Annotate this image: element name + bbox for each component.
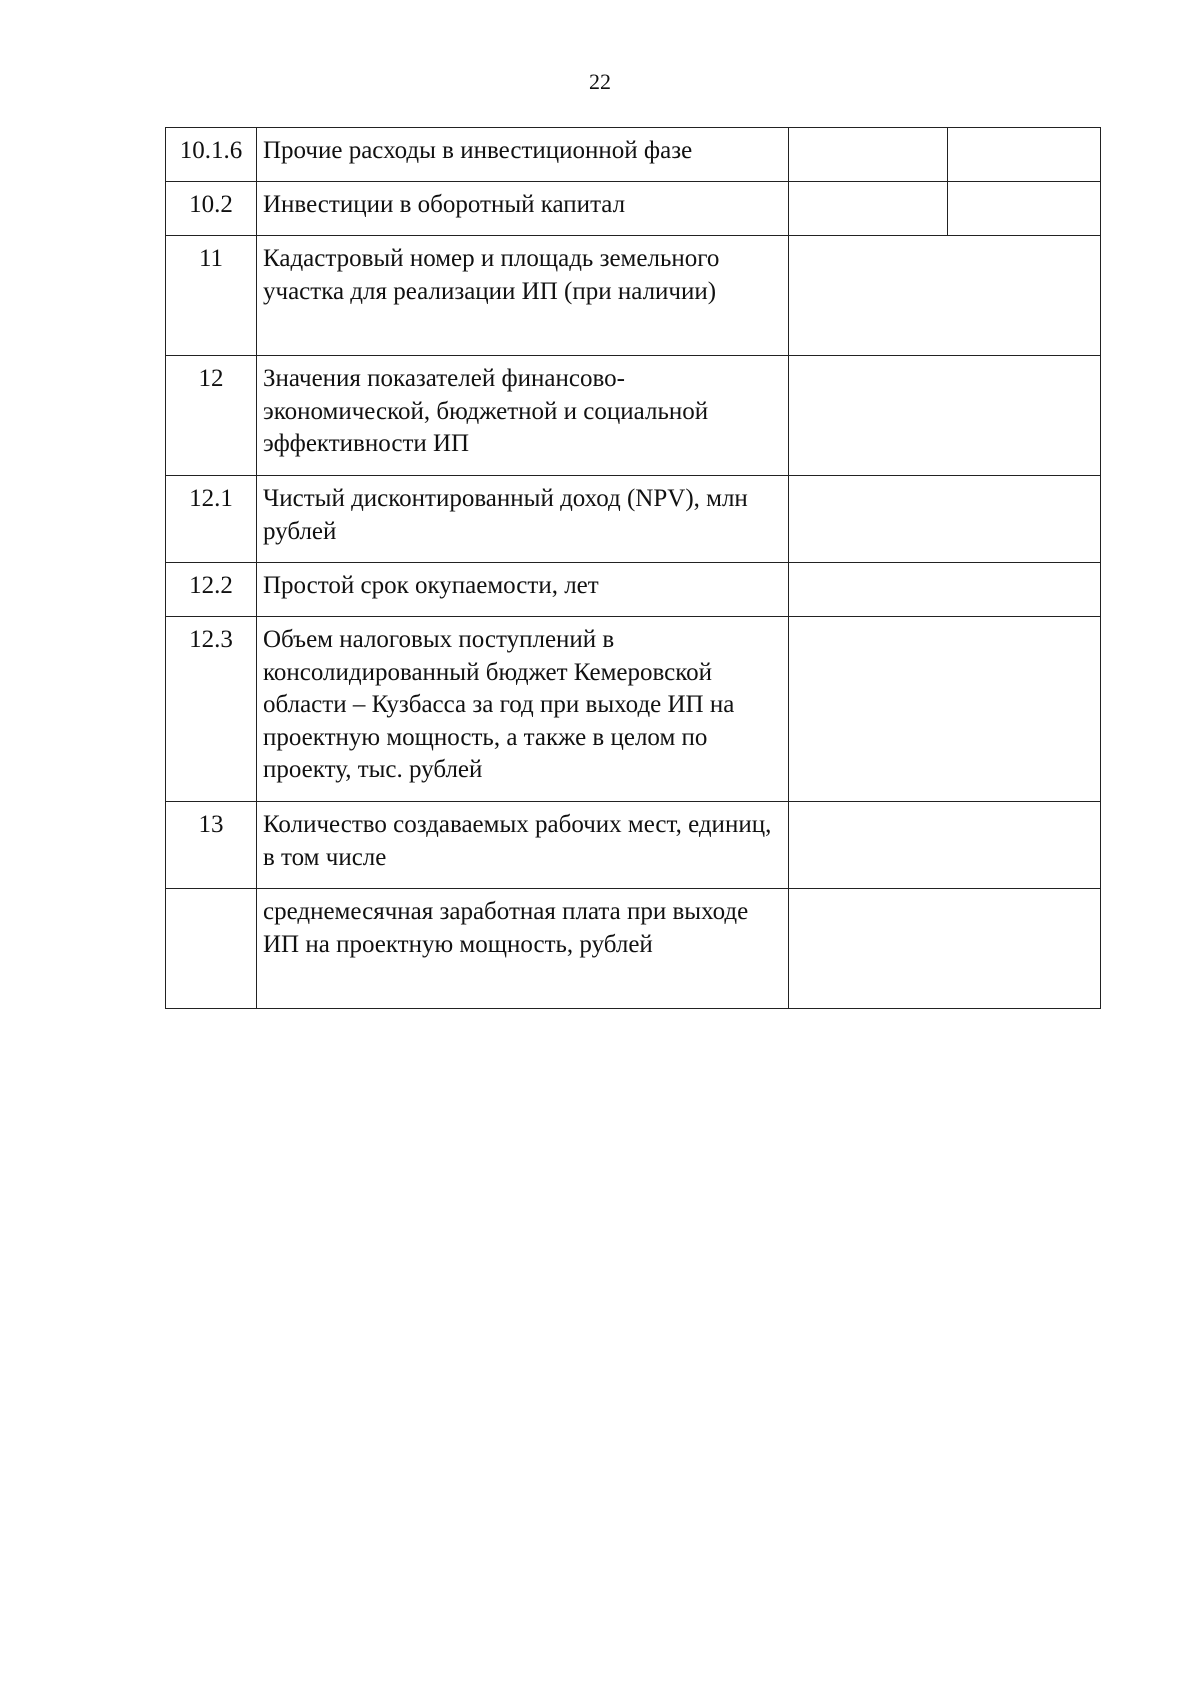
row-number: 12 <box>166 356 257 476</box>
table-row <box>166 476 1101 563</box>
row-number: 12.2 <box>166 563 257 617</box>
value-cell <box>789 617 1101 802</box>
indicators-table <box>165 127 1101 1009</box>
table-row <box>166 617 1101 802</box>
value-cell-a <box>789 128 948 182</box>
row-label: среднемесячная заработная плата при выходе ИП на проектную мощность, рублей <box>257 889 789 1009</box>
table-row <box>166 802 1101 889</box>
value-cell <box>789 889 1101 1009</box>
row-number: 12.3 <box>166 617 257 802</box>
row-label: Инвестиции в оборотный капитал <box>257 182 789 236</box>
row-label: Значения показателей финансово-экономической, бюджетной и социальной эффективности ИП <box>257 356 789 476</box>
page-number: 22 <box>589 69 611 94</box>
table-row <box>166 563 1101 617</box>
table-row <box>166 356 1101 476</box>
value-cell <box>789 476 1101 563</box>
row-label: Кадастровый номер и площадь земельного участка для реализации ИП (при наличии) <box>257 236 789 356</box>
row-number: 13 <box>166 802 257 889</box>
row-label: Чистый дисконтированный доход (NPV), млн рублей <box>257 476 789 563</box>
value-cell <box>789 802 1101 889</box>
row-label: Количество создаваемых рабочих мест, единиц, в том числе <box>257 802 789 889</box>
table-row <box>166 128 1101 182</box>
row-number: 10.1.6 <box>166 128 257 182</box>
value-cell <box>789 356 1101 476</box>
value-cell-b <box>948 128 1101 182</box>
value-cell <box>789 563 1101 617</box>
table-row <box>166 182 1101 236</box>
row-label: Простой срок окупаемости, лет <box>257 563 789 617</box>
row-label: Прочие расходы в инвестиционной фазе <box>257 128 789 182</box>
row-number: 12.1 <box>166 476 257 563</box>
row-number: 11 <box>166 236 257 356</box>
row-number: 10.2 <box>166 182 257 236</box>
value-cell <box>789 236 1101 356</box>
row-number <box>166 889 257 1009</box>
value-cell-b <box>948 182 1101 236</box>
row-label: Объем налоговых поступлений в консолидированный бюджет Кемеровской области – Кузбасса за год при выходе ИП на проектную мощность, а также в целом по проекту, тыс. рублей <box>257 617 789 802</box>
table-row <box>166 889 1101 1009</box>
table-row <box>166 236 1101 356</box>
value-cell-a <box>789 182 948 236</box>
